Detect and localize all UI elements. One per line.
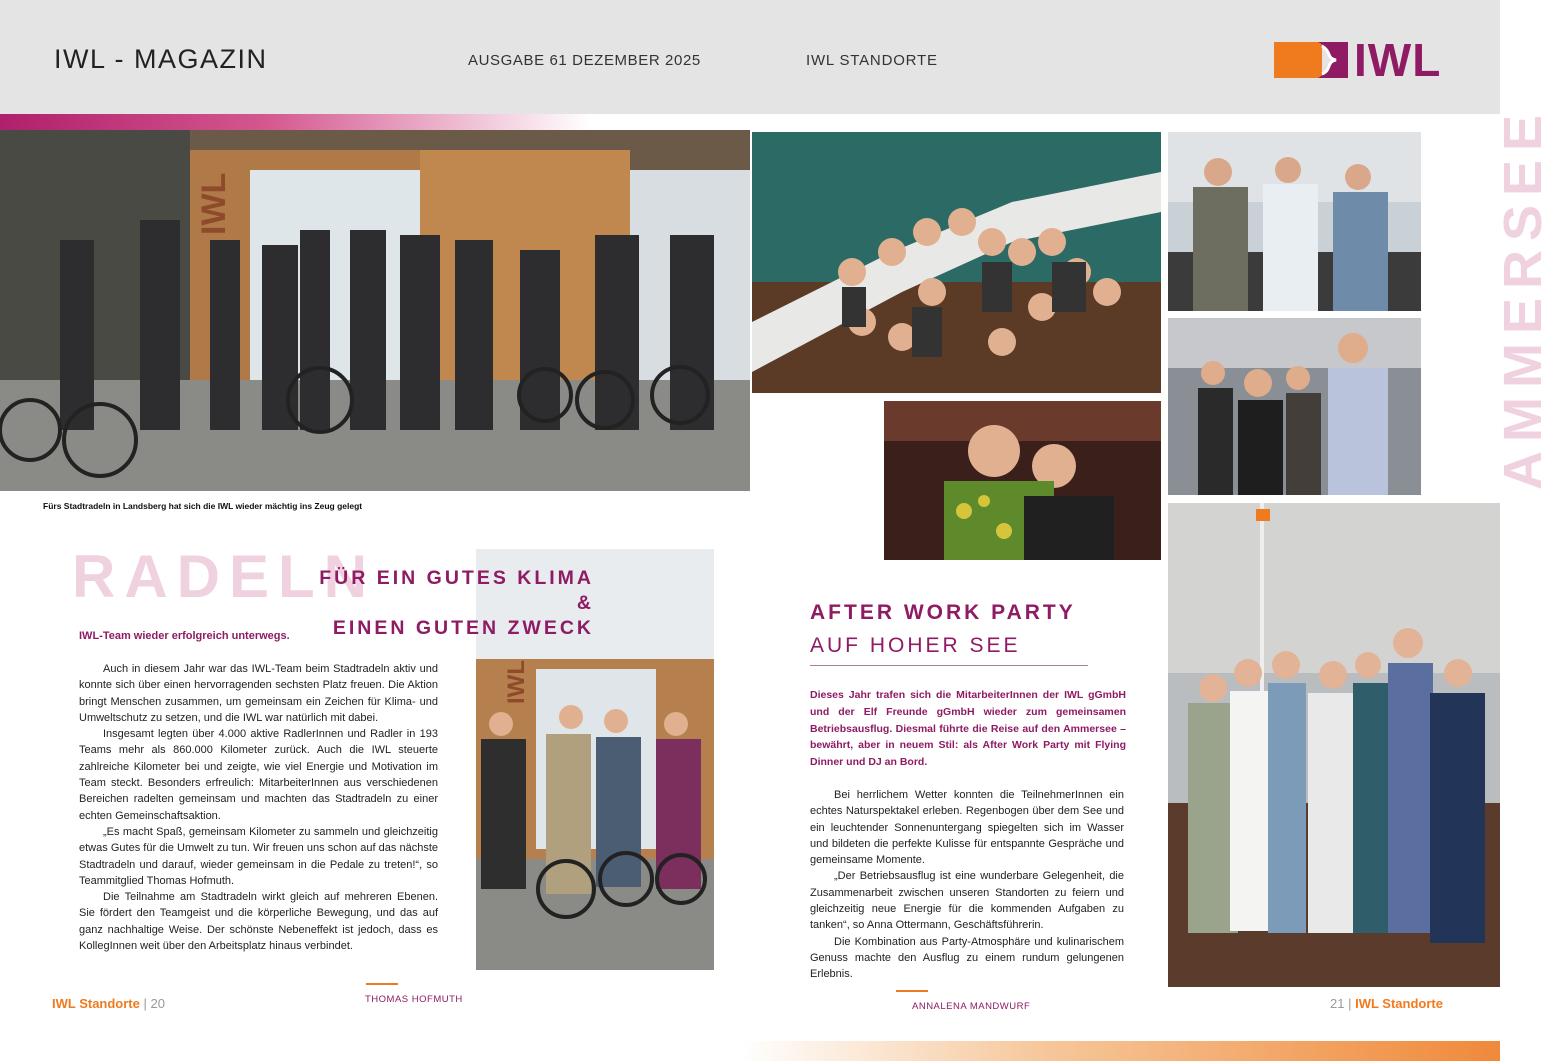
footer-right <box>1330 996 1443 1011</box>
issue-label: AUSGABE 61 DEZEMBER 2025 <box>468 52 701 69</box>
bikes-group-photo <box>0 130 750 491</box>
paragraph: Auch in diesem Jahr war das IWL-Team beim Stadtradeln aktiv und konnte sich über einen hervorragenden sechsten Platz freuen. Die Aktion bringt Menschen zusammen, um gemeinsam ein Zeichen für Klima- und Umweltschutz zu setzen, und die IWL war natürlich mit dabei. <box>79 663 438 724</box>
logo-mark-icon <box>1274 40 1348 80</box>
big-word-radeln: RADELN <box>72 543 376 610</box>
paragraph: Bei herrlichem Wetter konnten die TeilnehmerInnen ein echtes Naturspektakel erleben. Regenbogen über dem See und ein leuchtender Sonnenuntergang spiegelten sich im Wasser und bildeten die perfekte Kulisse für entspannte Gespräche und gemeinsame Momente. <box>810 789 1124 867</box>
page-number-left: 20 <box>150 996 165 1011</box>
author-left: THOMAS HOFMUTH <box>365 994 463 1005</box>
boat-group-photo <box>752 132 1161 393</box>
right-article-body <box>810 787 1124 983</box>
logo-wordmark: IWL <box>1354 34 1442 86</box>
vertical-word-ammersee <box>1445 105 1553 492</box>
author-right: ANNALENA MANDWURF <box>912 1001 1031 1012</box>
right-headline-line1: AFTER WORK PARTY <box>810 601 1076 624</box>
page-number-right: 21 <box>1330 996 1345 1011</box>
top-gradient-bar <box>0 114 590 130</box>
right-subhead: Dieses Jahr trafen sich die MitarbeiterInnen der IWL gGmbH und der Elf Freunde gGmbH wieder zum gemeinsamen Betriebsausflug. Diesmal führte die Reise auf den Ammersee – bewährt, aber in neuem Stil: als After Work Party mit Flying Dinner und DJ an Bord. <box>810 689 1126 769</box>
paragraph: Insgesamt legten über 4.000 aktive RadlerInnen und Radler in 193 Teams mehr als 860.000 Kilometer zurück. Auch die IWL steuerte zahlreiche Kilometer bei und zeigte, wie viel Energie und Motivation im Team steckt. Besonders erfreulich: MitarbeiterInnen aus verschiedenen Bereichen radelten gemeinsam und machten das Stadtradeln zu einer echten Gemeinschaftsaktion. <box>79 728 438 822</box>
left-headline-line1: FÜR EIN GUTES KLIMA & <box>319 567 594 614</box>
footer-right-separator: | <box>1348 996 1352 1011</box>
right-headline-line2: AUF HOHER SEE <box>810 634 1021 657</box>
building-sign-iwl: IWL <box>195 172 233 235</box>
paragraph: „Es macht Spaß, gemeinsam Kilometer zu sammeln und gleichzeitig etwas Gutes für die Umwelt zu tun. Wir freuen uns schon auf das nächste Stadtradeln und darauf, wieder gemeinsam in die Pedale zu treten!“, so Teammitglied Thomas Hofmuth. <box>79 825 438 887</box>
footer-left-separator: | <box>143 996 147 1011</box>
left-article-body <box>79 661 438 954</box>
left-headline-line2: EINEN GUTEN ZWECK <box>332 617 594 639</box>
footer-left-label: IWL Standorte <box>52 996 140 1011</box>
left-subhead: IWL-Team wieder erfolgreich unterwegs. <box>79 630 290 642</box>
footer-right-label: IWL Standorte <box>1355 996 1443 1011</box>
left-headline <box>296 566 594 641</box>
page-header <box>0 0 1500 114</box>
paragraph: Die Kombination aus Party-Atmosphäre und kulinarischem Genuss machte den Ausflug zu einem rundum gelungenen Erlebnis. <box>810 935 1124 981</box>
three-men-photo <box>1168 132 1421 311</box>
author-rule-right <box>896 990 928 992</box>
boat-deck-group-photo <box>1168 503 1500 987</box>
four-people-photo <box>1168 318 1421 495</box>
bottom-gradient-bar <box>740 1041 1500 1061</box>
building-sign-iwl-small: IWL <box>503 660 530 704</box>
paragraph: Die Teilnahme am Stadtradeln wirkt gleich auf mehreren Ebenen. Sie fördert den Teamgeist und die körperliche Bewegung, und das auf ganz nachhaltige Weise. Der schönste Nebeneffekt ist jedoch, dass es KollegInnen weit über den Arbeitsplatz hinaus verbindet. <box>79 891 438 953</box>
photo-caption: Fürs Stadtradeln in Landsberg hat sich die IWL wieder mächtig ins Zeug gelegt <box>43 501 363 511</box>
vertical-word-text: AMMERSEE <box>1493 105 1553 490</box>
author-rule-left <box>366 983 398 985</box>
section-label: IWL STANDORTE <box>806 52 938 69</box>
party-couple-photo <box>884 401 1161 560</box>
iwl-logo <box>1274 34 1446 86</box>
headline-rule <box>810 665 1088 666</box>
magazine-title: IWL - MAGAZIN <box>54 44 268 74</box>
footer-left <box>52 996 165 1011</box>
paragraph: „Der Betriebsausflug ist eine wunderbare Gelegenheit, die Zusammenarbeit zwischen unseren Standorten zu feiern und gleichzeitig neue Energie für die kommenden Aufgaben zu tanken“, so Anna Ottermann, Geschäftsführerin. <box>810 870 1124 932</box>
